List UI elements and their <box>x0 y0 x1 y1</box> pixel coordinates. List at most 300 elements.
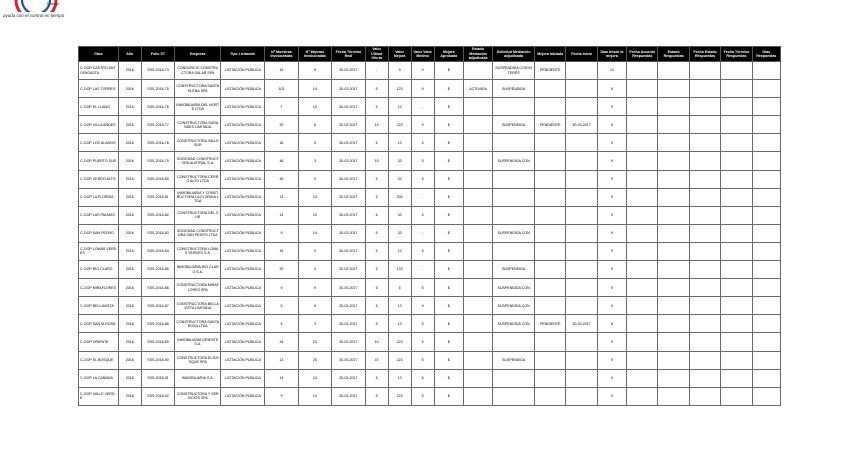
table-cell: 9 <box>265 387 298 405</box>
table-cell <box>689 170 720 188</box>
table-cell: $ <box>434 315 463 333</box>
table-cell: 2016 <box>118 62 141 80</box>
table-cell: PENDIENTE <box>535 315 566 333</box>
table-row <box>79 116 781 134</box>
table-cell <box>535 152 566 170</box>
table-cell <box>566 279 597 297</box>
table-cell: 5 <box>365 170 388 188</box>
table-cell: CONSTRUCTORA Y SERVICIOS SPA <box>175 387 221 405</box>
table-cell: INMOBILIARIA Y CONSTRUCTORA LA FLORIDA LTDA <box>175 188 221 206</box>
table-cell <box>535 170 566 188</box>
table-cell: C-OOP LAS TORRES <box>79 80 119 98</box>
report-table <box>78 46 781 406</box>
table-cell: LICITACIÓN PÚBLICA <box>221 297 265 315</box>
table-cell <box>627 152 658 170</box>
table-cell <box>752 315 780 333</box>
table-row <box>79 279 781 297</box>
table-cell: 13 <box>265 351 298 369</box>
table-cell <box>535 206 566 224</box>
table-cell <box>493 369 535 387</box>
table-cell: 5 <box>365 369 388 387</box>
table-cell <box>627 333 658 351</box>
company-logo <box>0 0 90 22</box>
table-cell: - <box>411 261 434 279</box>
table-cell <box>566 206 597 224</box>
table-cell: LICITACIÓN PÚBLICA <box>221 224 265 242</box>
column-header: Fecha Inicio <box>566 47 597 62</box>
table-row <box>79 297 781 315</box>
table-row <box>79 351 781 369</box>
table-cell: 9 <box>597 387 626 405</box>
table-cell <box>721 188 752 206</box>
table-cell: 2016 <box>118 152 141 170</box>
table-cell: SSS-2016-76 <box>141 98 174 116</box>
table-cell: 13 <box>388 369 411 387</box>
table-cell <box>627 80 658 98</box>
table-cell: 30-03-2017 <box>332 369 365 387</box>
table-cell: $ <box>434 279 463 297</box>
table-cell <box>721 279 752 297</box>
table-cell <box>566 134 597 152</box>
table-row <box>79 369 781 387</box>
table-cell: SUSPENDIDA CON <box>493 297 535 315</box>
table-cell: LICITACIÓN PÚBLICA <box>221 279 265 297</box>
table-cell: 9 <box>597 351 626 369</box>
table-cell <box>721 297 752 315</box>
table-cell <box>721 242 752 260</box>
table-cell: 13 <box>388 98 411 116</box>
table-cell <box>689 152 720 170</box>
table-cell: SSS-2016-89 <box>141 333 174 351</box>
table-cell <box>535 261 566 279</box>
table-cell: 9 <box>597 152 626 170</box>
table-cell: 9 <box>265 279 298 297</box>
table-cell <box>721 224 752 242</box>
table-cell: 9 <box>298 62 331 80</box>
table-cell <box>721 134 752 152</box>
column-header: Obra <box>79 47 119 62</box>
table-cell <box>627 387 658 405</box>
table-cell <box>689 206 720 224</box>
table-cell <box>535 242 566 260</box>
table-cell <box>721 333 752 351</box>
table-cell: C-OOP CERRO ALTO <box>79 170 119 188</box>
table-cell: CONSTRUCTORA MIRAFLORES SPA <box>175 279 221 297</box>
table-cell <box>627 116 658 134</box>
table-cell: SSS-2016-78 <box>141 134 174 152</box>
table-cell: INMOBILIARIA RÍO CLARO S.A. <box>175 261 221 279</box>
column-header: Fecha Término Real <box>332 47 365 62</box>
table-cell: SSS-2016-77 <box>141 116 174 134</box>
table-cell: 14 <box>265 369 298 387</box>
table-cell <box>721 98 752 116</box>
table-cell: C-OOP LA CAÑADA <box>79 369 119 387</box>
table-cell <box>752 279 780 297</box>
table-cell: 14 <box>365 116 388 134</box>
table-cell: 9 <box>597 134 626 152</box>
table-cell: 9 <box>597 333 626 351</box>
table-cell: 2016 <box>118 170 141 188</box>
table-cell <box>566 98 597 116</box>
table-cell: 15 <box>265 62 298 80</box>
table-cell <box>627 242 658 260</box>
table-cell: 13 <box>388 134 411 152</box>
table-cell: C-OOP PUERTO SUR <box>79 152 119 170</box>
table-cell: 9 <box>597 261 626 279</box>
table-cell: - <box>411 98 434 116</box>
table-cell: C-OOP LOMAS VERDES <box>79 242 119 260</box>
table-cell: 9 <box>298 170 331 188</box>
table-cell <box>463 261 492 279</box>
table-cell <box>752 170 780 188</box>
table-cell: 13 <box>388 315 411 333</box>
table-cell: 30-03-2017 <box>332 297 365 315</box>
table-row <box>79 206 781 224</box>
table-cell: $ <box>434 206 463 224</box>
table-cell: 14 <box>298 80 331 98</box>
table-cell: SSS-2016-90 <box>141 351 174 369</box>
table-cell: $ <box>434 242 463 260</box>
table-cell: 30-03-2017 <box>332 224 365 242</box>
table-cell: INMOBILIARIA S.A. <box>175 369 221 387</box>
table-cell <box>752 224 780 242</box>
table-cell <box>752 261 780 279</box>
table-cell <box>463 333 492 351</box>
table-cell <box>566 188 597 206</box>
column-header: Nº Muestras Involucradas <box>265 47 298 62</box>
table-cell: C-OOP CASTRO ANTOFAGASTA <box>79 62 119 80</box>
table-cell <box>535 333 566 351</box>
table-cell: 9 <box>597 279 626 297</box>
table-cell: 9 <box>597 297 626 315</box>
table-cell <box>463 170 492 188</box>
table-cell: LICITACIÓN PÚBLICA <box>221 351 265 369</box>
table-cell: SSS-2016-79 <box>141 152 174 170</box>
table-cell: C-OOP ORIENTE <box>79 333 119 351</box>
table-cell <box>721 206 752 224</box>
table-cell: $ <box>434 116 463 134</box>
table-cell: 2016 <box>118 297 141 315</box>
table-cell: 3 <box>298 315 331 333</box>
table-cell: 20 <box>265 116 298 134</box>
table-cell: LICITACIÓN PÚBLICA <box>221 261 265 279</box>
table-cell <box>493 242 535 260</box>
table-cell: $ <box>434 62 463 80</box>
table-row <box>79 315 781 333</box>
table-cell: 2016 <box>118 116 141 134</box>
table-cell: 5 <box>411 170 434 188</box>
table-row <box>79 152 781 170</box>
table-cell: PENDIENTE <box>535 62 566 80</box>
table-cell: SUSPENDIDA CON <box>493 279 535 297</box>
table-cell <box>658 261 689 279</box>
table-cell: 5 <box>411 152 434 170</box>
table-cell: C-OOP LA FLORIDA <box>79 188 119 206</box>
table-row <box>79 387 781 405</box>
table-cell: LICITACIÓN PÚBLICA <box>221 315 265 333</box>
table-cell: LICITACIÓN PÚBLICA <box>221 62 265 80</box>
table-cell: $ <box>434 98 463 116</box>
table-cell <box>658 98 689 116</box>
table-cell: $ <box>434 152 463 170</box>
table-cell <box>689 387 720 405</box>
table-cell <box>535 387 566 405</box>
table-cell: 2016 <box>118 387 141 405</box>
table-cell <box>627 134 658 152</box>
table-cell: 9 <box>597 98 626 116</box>
table-cell: SUSPENDIDA <box>493 351 535 369</box>
table-cell: LICITACIÓN PÚBLICA <box>221 134 265 152</box>
table-cell: CONSTRUCTORA LOMAS VERDES S.A. <box>175 242 221 260</box>
table-cell: 9 <box>298 242 331 260</box>
table-cell: 5 <box>365 224 388 242</box>
table-cell <box>566 170 597 188</box>
table-cell: 9 <box>597 206 626 224</box>
table-cell: $ <box>434 134 463 152</box>
table-cell: 30-03-2017 <box>332 80 365 98</box>
table-cell: 5 <box>411 279 434 297</box>
table-cell: SUSPENDIDA <box>493 261 535 279</box>
table-cell <box>566 242 597 260</box>
table-cell <box>627 261 658 279</box>
table-cell <box>566 80 597 98</box>
table-cell: 24 <box>298 188 331 206</box>
table-cell <box>721 80 752 98</box>
report-table-container <box>78 46 781 406</box>
table-cell: 30 <box>265 170 298 188</box>
table-cell: 9 <box>597 242 626 260</box>
table-cell: 30-03-2017 <box>566 116 597 134</box>
table-cell: 223 <box>388 116 411 134</box>
table-cell: 2016 <box>118 80 141 98</box>
table-cell <box>463 98 492 116</box>
table-cell <box>658 242 689 260</box>
table-cell: 9 <box>411 62 434 80</box>
table-cell: - <box>411 224 434 242</box>
table-cell: 103 <box>265 80 298 98</box>
table-cell: C-OOP VILLA ANDES <box>79 116 119 134</box>
table-cell: 5 <box>365 242 388 260</box>
table-cell: 30-03-2017 <box>332 206 365 224</box>
table-cell <box>627 297 658 315</box>
table-cell: $ <box>434 387 463 405</box>
table-cell: SSS-2016-82 <box>141 206 174 224</box>
table-cell <box>566 261 597 279</box>
table-cell <box>721 387 752 405</box>
table-cell: - <box>365 62 388 80</box>
table-cell: 2016 <box>118 261 141 279</box>
table-cell: 2016 <box>118 351 141 369</box>
table-cell: $ <box>434 297 463 315</box>
table-cell: 14 <box>298 387 331 405</box>
table-cell: SSS-2016-92 <box>141 387 174 405</box>
table-cell <box>463 152 492 170</box>
table-cell: 223 <box>388 333 411 351</box>
table-cell: 9 <box>597 369 626 387</box>
table-cell <box>752 369 780 387</box>
table-cell: 33 <box>388 152 411 170</box>
table-cell: 13 <box>388 242 411 260</box>
table-cell <box>463 62 492 80</box>
table-cell <box>627 188 658 206</box>
column-header: Mejora Iniciada <box>535 47 566 62</box>
table-cell <box>752 134 780 152</box>
table-cell: 5 <box>365 134 388 152</box>
table-cell: 9 <box>411 297 434 315</box>
table-cell: C-OOP BELLAVISTA <box>79 297 119 315</box>
table-cell: 5 <box>411 315 434 333</box>
table-cell: 123 <box>388 80 411 98</box>
table-cell: 25 <box>298 351 331 369</box>
table-cell: SSS-2016-81 <box>141 188 174 206</box>
table-cell <box>566 369 597 387</box>
table-cell: C-OOP LOS ALAMOS <box>79 134 119 152</box>
table-cell: 5 <box>365 315 388 333</box>
table-cell: CONSTRUCTORA DEL SUR <box>175 206 221 224</box>
table-cell <box>463 206 492 224</box>
table-cell: $ <box>434 188 463 206</box>
table-cell: SUSPENDIDA CON <box>493 315 535 333</box>
table-cell <box>627 170 658 188</box>
table-cell: CONSORCIO CONSTRUCTORA SALAR SPA <box>175 62 221 80</box>
table-cell <box>658 297 689 315</box>
table-cell <box>658 224 689 242</box>
table-cell <box>566 152 597 170</box>
table-cell: SSS-2016-86 <box>141 279 174 297</box>
table-cell <box>689 134 720 152</box>
table-cell: 34 <box>265 333 298 351</box>
table-cell: C-OOP SAN PEDRO <box>79 224 119 242</box>
table-cell: 15 <box>265 242 298 260</box>
table-cell <box>535 279 566 297</box>
table-cell: 33 <box>388 206 411 224</box>
table-cell: C-OOP RÍO CLARO <box>79 261 119 279</box>
table-cell: 9 <box>411 116 434 134</box>
table-cell: LICITACIÓN PÚBLICA <box>221 152 265 170</box>
table-cell: 24 <box>298 369 331 387</box>
table-cell <box>566 387 597 405</box>
table-cell <box>689 116 720 134</box>
column-header: Valor Valor Mínimo <box>411 47 434 62</box>
table-cell: 30-03-2017 <box>332 261 365 279</box>
table-cell: SUSPENDIDA CON INTERÉS <box>493 62 535 80</box>
table-cell: LICITACIÓN PÚBLICA <box>221 116 265 134</box>
table-cell <box>689 62 720 80</box>
table-cell <box>752 297 780 315</box>
table-cell <box>463 387 492 405</box>
table-cell <box>752 206 780 224</box>
table-cell: 30-03-2017 <box>332 333 365 351</box>
table-cell <box>721 351 752 369</box>
table-cell: 30-03-2017 <box>332 315 365 333</box>
table-cell: CONSTRUCTORA SANTA ROSA LTDA <box>175 315 221 333</box>
table-cell <box>566 62 597 80</box>
table-cell: LICITACIÓN PÚBLICA <box>221 98 265 116</box>
table-cell: SUSPENDIDA <box>493 80 535 98</box>
table-cell: 9 <box>265 224 298 242</box>
table-cell: 9 <box>298 279 331 297</box>
table-cell: 5 <box>365 80 388 98</box>
table-cell: 10 <box>365 152 388 170</box>
table-cell: 46 <box>265 152 298 170</box>
table-cell: LICITACIÓN PÚBLICA <box>221 242 265 260</box>
table-cell <box>658 369 689 387</box>
table-cell: 5 <box>365 188 388 206</box>
table-cell: LICITACIÓN PÚBLICA <box>221 387 265 405</box>
table-cell: $ <box>434 369 463 387</box>
table-cell: 5 <box>411 333 434 351</box>
table-cell: 14 <box>298 224 331 242</box>
table-cell: 2016 <box>118 206 141 224</box>
column-header: Fecha Estado Respuestas <box>689 47 720 62</box>
table-cell: 5 <box>365 279 388 297</box>
table-cell <box>752 188 780 206</box>
table-cell: 30-03-2017 <box>332 351 365 369</box>
table-cell <box>535 80 566 98</box>
table-cell <box>463 134 492 152</box>
table-cell: 5 <box>365 297 388 315</box>
table-cell <box>752 98 780 116</box>
table-cell <box>752 333 780 351</box>
column-header: Valor Mejora <box>388 47 411 62</box>
table-cell: LICITACIÓN PÚBLICA <box>221 188 265 206</box>
table-cell <box>535 351 566 369</box>
table-cell <box>721 116 752 134</box>
table-cell <box>463 242 492 260</box>
table-cell <box>463 224 492 242</box>
table-cell <box>627 369 658 387</box>
table-cell <box>752 62 780 80</box>
table-cell: 4 <box>265 315 298 333</box>
table-cell: 5 <box>365 261 388 279</box>
table-cell: 5 <box>411 206 434 224</box>
table-cell: 2016 <box>118 224 141 242</box>
table-cell <box>493 188 535 206</box>
table-cell: 5 <box>411 387 434 405</box>
table-row <box>79 333 781 351</box>
table-cell <box>627 98 658 116</box>
table-cell <box>627 279 658 297</box>
column-header: Mejora Aprobada <box>434 47 463 62</box>
table-cell: $ <box>434 80 463 98</box>
table-cell: 30-03-2017 <box>332 152 365 170</box>
table-cell: 6 <box>365 206 388 224</box>
table-cell: 5 <box>265 297 298 315</box>
table-cell: 2016 <box>118 315 141 333</box>
table-header-row <box>79 47 781 62</box>
table-cell <box>658 116 689 134</box>
table-cell: 9 <box>298 297 331 315</box>
table-cell <box>627 315 658 333</box>
table-cell: SSS-2016-84 <box>141 242 174 260</box>
table-cell <box>752 80 780 98</box>
table-cell <box>535 134 566 152</box>
table-cell: 2016 <box>118 333 141 351</box>
table-cell: 2016 <box>118 134 141 152</box>
column-header: Año <box>118 47 141 62</box>
column-header: Estado Mediación adjudicada <box>463 47 492 62</box>
table-cell <box>493 387 535 405</box>
column-header: Días desde la mejora <box>597 47 626 62</box>
table-row <box>79 134 781 152</box>
table-cell <box>493 98 535 116</box>
table-cell: 30-03-2017 <box>332 279 365 297</box>
table-cell: 30-03-2017 <box>332 188 365 206</box>
table-cell <box>535 224 566 242</box>
table-cell: $ <box>434 333 463 351</box>
column-header: Valor Última Oferta <box>365 47 388 62</box>
table-row <box>79 170 781 188</box>
